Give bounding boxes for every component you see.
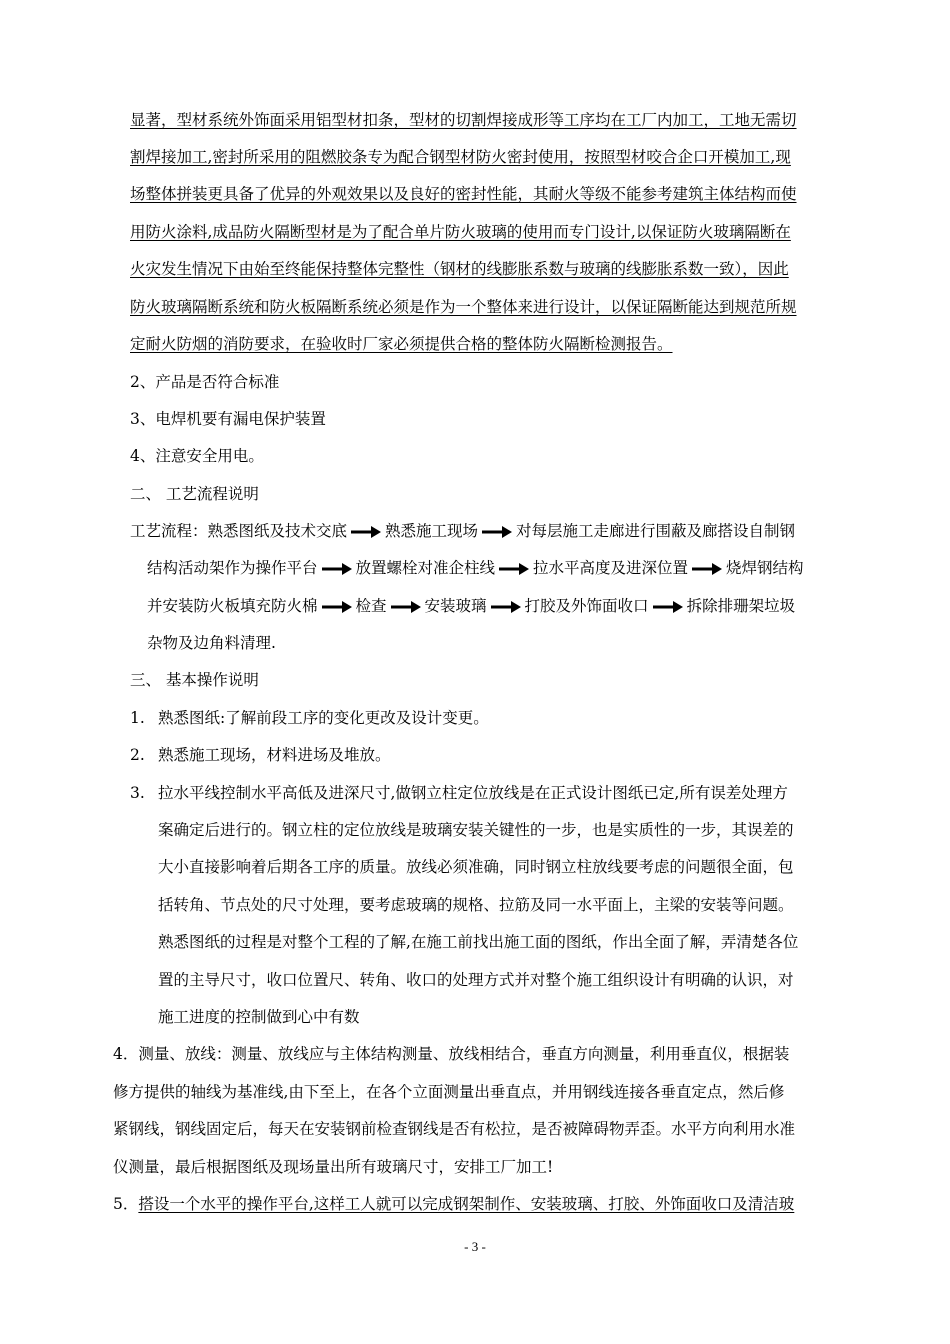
paragraph-line: 修方提供的轴线为基准线,由下至上，在各个立面测量出垂直点，并用钢线连接各垂直定点，然后修 bbox=[113, 1083, 785, 1101]
flow-step: 并安装防火板填充防火棉 bbox=[147, 597, 318, 615]
flow-step: 打胶及外饰面收口 bbox=[524, 597, 649, 615]
paragraph-line: 割焊接加工,密封所采用的阻燃胶条专为配合钢型材防火密封使用，按照型材咬合企口开模加工,现 bbox=[130, 148, 791, 166]
list-item: 3、电焊机要有漏电保护装置 bbox=[130, 410, 326, 428]
paragraph-line: 定耐火防烟的消防要求，在验收时厂家必须提供合格的整体防火隔断检测报告。 bbox=[130, 335, 673, 353]
paragraph-line: 场整体拼装更具备了优异的外观效果以及良好的密封性能，其耐火等级不能参考建筑主体结构而使 bbox=[130, 185, 797, 203]
arrow-right-icon bbox=[692, 563, 722, 575]
arrow-right-icon bbox=[391, 601, 421, 613]
paragraph-line: 案确定后进行的。钢立柱的定位放线是玻璃安装关键性的一步，也是实质性的一步，其误差的 bbox=[158, 821, 794, 839]
item-number: 5． bbox=[113, 1195, 139, 1213]
paragraph-line: 紧钢线，钢线固定后，每天在安装钢前检查钢线是否有松拉，是否被障碍物弄歪。水平方向利用水准 bbox=[113, 1120, 796, 1138]
item-number: 3. bbox=[130, 784, 145, 802]
list-item bbox=[130, 745, 850, 765]
section-heading: 三、 基本操作说明 bbox=[130, 671, 259, 689]
list-item bbox=[130, 708, 850, 728]
arrow-right-icon bbox=[491, 601, 521, 613]
process-flow-line bbox=[147, 633, 850, 653]
flow-step: 杂物及边角料清理. bbox=[147, 634, 276, 652]
paragraph-line: 用防火涂料,成品防火隔断型材是为了配合单片防火玻璃的使用而专门设计,以保证防火玻璃隔断在 bbox=[130, 223, 791, 241]
arrow-right-icon bbox=[322, 563, 352, 575]
list-item: 2、产品是否符合标准 bbox=[130, 373, 280, 391]
paragraph-line: 显著，型材系统外饰面采用铝型材扣条，型材的切割焊接成形等工序均在工厂内加工，工地无需切 bbox=[130, 111, 797, 129]
paragraph-line: 防火玻璃隔断系统和防火板隔断系统必须是作为一个整体来进行设计，以保证隔断能达到规范所规 bbox=[130, 298, 797, 316]
process-flow-line bbox=[130, 521, 850, 541]
process-flow-line bbox=[147, 558, 850, 578]
flow-step: 熟悉图纸及技术交底 bbox=[207, 522, 348, 540]
flow-step: 放置螺栓对准企柱线 bbox=[355, 559, 496, 577]
paragraph-line: 仪测量，最后根据图纸及现场量出所有玻璃尺寸，安排工厂加工! bbox=[113, 1158, 554, 1176]
list-item: 4、注意安全用电。 bbox=[130, 447, 264, 465]
item-text: 熟悉图纸:了解前段工序的变化更改及设计变更。 bbox=[158, 709, 489, 727]
item-number: 1. bbox=[130, 709, 145, 727]
item-text: 拉水平线控制水平高低及进深尺寸,做钢立柱定位放线是在正式设计图纸已定,所有误差处理方 bbox=[158, 784, 788, 802]
paragraph-line: 置的主导尺寸，收口位置尺、转角、收口的处理方式并对整个施工组织设计有明确的认识，对 bbox=[158, 971, 794, 989]
flow-step: 烧焊钢结构 bbox=[726, 559, 804, 577]
paragraph-line: 4．测量、放线：测量、放线应与主体结构测量、放线相结合，垂直方向测量，利用垂直仪，根据装 bbox=[113, 1045, 790, 1063]
flow-label: 工艺流程： bbox=[130, 522, 208, 540]
page-number: - 3 - bbox=[464, 1239, 486, 1254]
arrow-right-icon bbox=[322, 601, 352, 613]
flow-step: 结构活动架作为操作平台 bbox=[147, 559, 318, 577]
flow-step: 拉水平高度及进深位置 bbox=[533, 559, 689, 577]
list-item bbox=[130, 783, 850, 803]
item-text: 熟悉施工现场，材料进场及堆放。 bbox=[158, 746, 391, 764]
process-flow-line bbox=[147, 596, 850, 616]
item-number: 2. bbox=[130, 746, 145, 764]
paragraph-line: 括转角、节点处的尺寸处理，要考虑玻璃的规格、拉筋及同一水平面上，主梁的安装等问题。 bbox=[158, 896, 794, 914]
paragraph-line bbox=[113, 1194, 853, 1214]
paragraph-line: 熟悉图纸的过程是对整个工程的了解,在施工前找出施工面的图纸，作出全面了解，弄清楚各位 bbox=[158, 933, 799, 951]
arrow-right-icon bbox=[482, 526, 512, 538]
flow-step: 安装玻璃 bbox=[424, 597, 487, 615]
flow-step: 检查 bbox=[355, 597, 387, 615]
section-heading: 二、 工艺流程说明 bbox=[130, 485, 259, 503]
flow-step: 熟悉施工现场 bbox=[385, 522, 479, 540]
flow-step: 对每层施工走廊进行围蔽及廊搭设自制钢 bbox=[516, 522, 796, 540]
arrow-right-icon bbox=[653, 601, 683, 613]
paragraph-line: 施工进度的控制做到心中有数 bbox=[158, 1008, 360, 1026]
paragraph-line: 火灾发生情况下由始至终能保持整体完整性（钢材的线膨胀系数与玻璃的线膨胀系数一致），因此 bbox=[130, 260, 789, 278]
paragraph-line: 大小直接影响着后期各工序的质量。放线必须准确，同时钢立柱放线要考虑的问题很全面，包 bbox=[158, 858, 794, 876]
arrow-right-icon bbox=[351, 526, 381, 538]
item-text: 搭设一个水平的操作平台,这样工人就可以完成钢架制作、安装玻璃、打胶、外饰面收口及清洁玻 bbox=[138, 1195, 795, 1213]
flow-step: 拆除排珊架垃圾 bbox=[686, 597, 796, 615]
arrow-right-icon bbox=[499, 563, 529, 575]
